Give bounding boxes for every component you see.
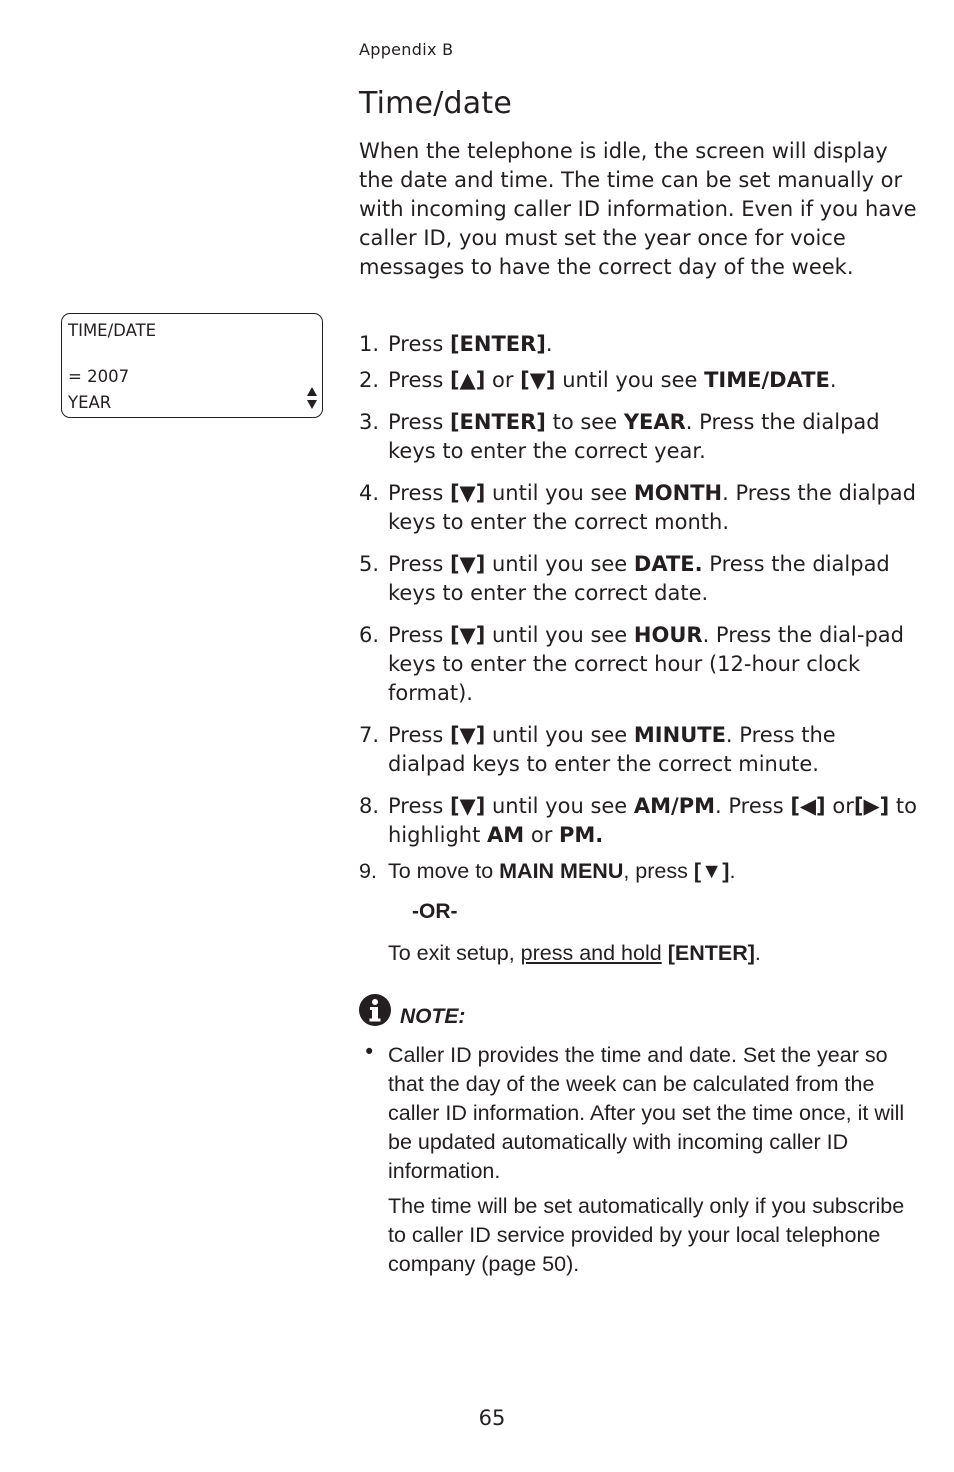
- step-6: 6. Press [▼] until you see HOUR. Press the dial-pad keys to enter the correct hour (12-hour clock format).: [359, 623, 904, 705]
- key-enter: [ENTER]: [667, 941, 755, 965]
- key-right: [▶]: [853, 794, 890, 818]
- step-7: 7. Press [▼] until you see MINUTE. Press the dialpad keys to enter the correct minute.: [359, 723, 836, 776]
- option-pm: PM.: [559, 823, 604, 847]
- option-am: AM: [487, 823, 525, 847]
- bullet-marker: •: [363, 1040, 376, 1064]
- step-4: 4. Press [▼] until you see MONTH. Press the dialpad keys to enter the correct month.: [359, 481, 916, 534]
- or-separator: -OR-: [412, 900, 458, 923]
- step-5: 5. Press [▼] until you see DATE. Press the dialpad keys to enter the correct date.: [359, 552, 890, 605]
- field-minute: MINUTE: [633, 723, 726, 747]
- key-down: [▼]: [520, 368, 556, 392]
- key-down: [▼]: [449, 552, 486, 576]
- key-up: [▲]: [449, 368, 486, 392]
- step-8: 8. Press [▼] until you see AM/PM. Press [◀] or[▶] to highlight AM or PM.: [359, 794, 917, 847]
- key-left: [◀]: [790, 794, 826, 818]
- key-down: [▼]: [449, 723, 486, 747]
- key-down: [▼]: [449, 481, 486, 505]
- exit-instruction: To exit setup, press and hold [ENTER].: [388, 941, 761, 965]
- key-enter: [ENTER]: [449, 332, 546, 356]
- menu-time-date: TIME/DATE: [704, 368, 830, 392]
- step-2: 2. Press [▲] or [▼] until you see TIME/DATE.: [359, 368, 837, 392]
- field-year: YEAR: [623, 410, 686, 434]
- key-enter: [ENTER]: [449, 410, 546, 434]
- menu-main-menu: MAIN MENU: [499, 859, 624, 883]
- step-3: 3. Press [ENTER] to see YEAR. Press the dialpad keys to enter the correct year.: [359, 410, 880, 463]
- key-down: [▼]: [449, 794, 486, 818]
- up-down-arrows-icon: [306, 386, 318, 410]
- screen-line-3: YEAR: [68, 393, 112, 412]
- press-and-hold-underline: press and hold: [520, 941, 662, 965]
- field-month: MONTH: [633, 481, 723, 505]
- page-number: 65: [478, 1406, 506, 1430]
- note-label: NOTE:: [400, 1005, 466, 1028]
- field-date: DATE.: [633, 552, 703, 576]
- field-hour: HOUR: [633, 623, 703, 647]
- handset-screen-display: [61, 313, 323, 418]
- key-down: [▼]: [693, 859, 730, 883]
- step-9: 9. To move to MAIN MENU, press [▼].: [359, 859, 736, 883]
- intro-paragraph: When the telephone is idle, the screen will display the date and time. The time can be set manually or with incoming caller ID information. Even if you have caller ID, you must set the year once for voice messages to have the correct day of the week.: [359, 139, 917, 279]
- note-paragraph-2: The time will be set automatically only if you subscribe to caller ID service provided by your local telephone company (page 50).: [388, 1194, 905, 1276]
- note-paragraph-1: Caller ID provides the time and date. Set the year so that the day of the week can be calculated from the caller ID information. After you set the time once, it will be updated automatically with incoming caller ID information.: [388, 1043, 905, 1183]
- screen-line-1: TIME/DATE: [68, 321, 157, 340]
- info-icon: [358, 993, 392, 1027]
- field-am-pm: AM/PM: [633, 794, 716, 818]
- key-down: [▼]: [449, 623, 486, 647]
- running-header: Appendix B: [359, 40, 454, 59]
- screen-line-2: = 2007: [68, 367, 130, 386]
- page-title: Time/date: [359, 86, 512, 121]
- step-1: 1. Press [ENTER].: [359, 332, 553, 356]
- steps-list: [359, 330, 919, 899]
